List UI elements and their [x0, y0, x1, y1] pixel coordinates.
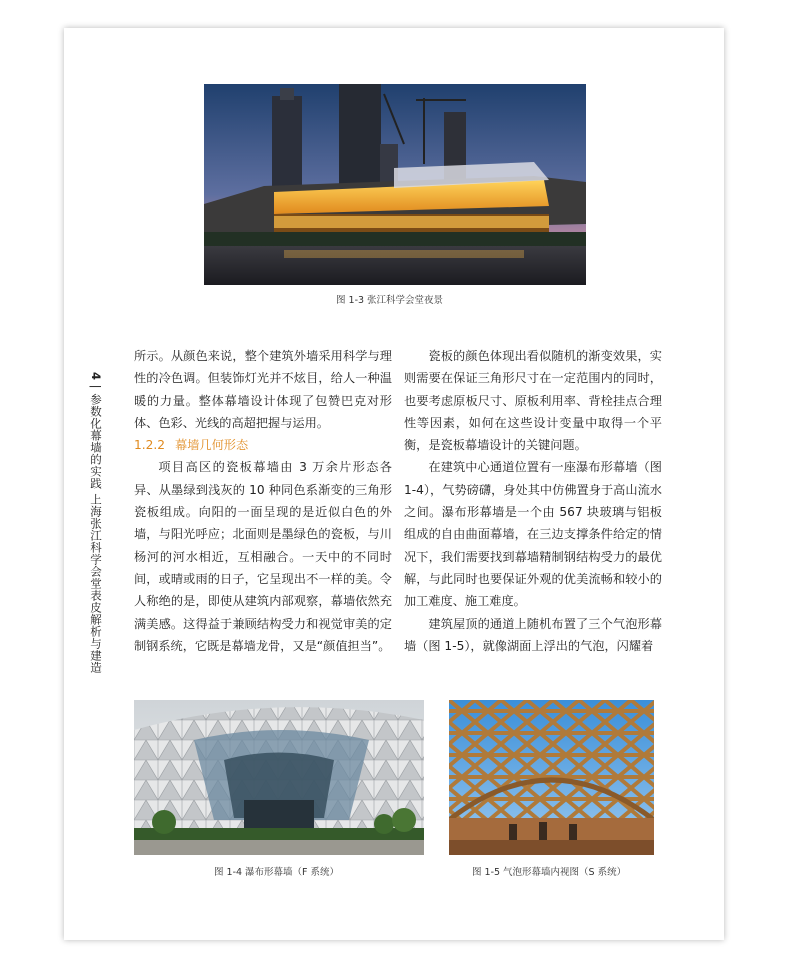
paragraph: 所示。从颜色来说，整个建筑外墙采用科学与理性的冷色调。但装饰灯光并不炫目，给人一种温暖的力量。整体幕墙设计体现了包赞巴克对形体、色彩、光线的高超把握与运用。: [134, 349, 392, 430]
book-page: [64, 28, 724, 940]
photo-bubble-facade: [449, 700, 654, 855]
bubble-facade-illustration: [449, 700, 654, 855]
night-view-illustration: [204, 84, 586, 285]
book-subtitle: 上海张江科学会堂表皮解析与建造: [89, 493, 103, 674]
right-text-column: [404, 345, 662, 657]
section-heading: [134, 434, 392, 456]
book-title: 参数化幕墙的实践: [89, 393, 103, 490]
paragraph: 在建筑中心通道位置有一座瀑布形幕墙（图 1-4），气势磅礴，身处其中仿佛置身于高山流水之间。瀑布形幕墙是一个由 567 块玻璃与铝板组成的自由曲面幕墙，在三边支撑条件给定的情况下，我们需要找到幕墙精制钢结构受力的最优解，与此同时也要保证外观的优美流畅和较小的加工难度、施工难度。: [404, 460, 662, 609]
paragraph: 项目高区的瓷板幕墙由 3 万余片形态各异、从墨绿到浅灰的 10 种同色系渐变的三角形瓷板组成。向阳的一面呈现的是近似白色的外墙，与阳光呼应；北面则是墨绿色的瓷板，与川杨河的河水相近，互相融合。一天中的不同时间，或晴或雨的日子，它呈现出不一样的美。令人称绝的是，即使从建筑内部观察，幕墙依然充满美感。这得益于兼顾结构受力和视觉审美的定制钢系统，它既是幕墙龙骨，又是“颜值担当”。: [134, 460, 392, 653]
caption-fig-1-5: 图 1-5 气泡形幕墙内视图（S 系统）: [472, 867, 627, 878]
section-title: 幕墙几何形态: [175, 438, 249, 453]
running-head-separator: |: [89, 384, 103, 394]
photo-night-view: [204, 84, 586, 285]
waterfall-facade-illustration: [134, 700, 424, 855]
caption-fig-1-4: 图 1-4 瀑布形幕墙（F 系统）: [214, 867, 340, 878]
page-number: 4: [89, 372, 103, 381]
running-head: [88, 372, 104, 673]
photo-waterfall-facade: [134, 700, 424, 855]
paragraph: 瓷板的颜色体现出看似随机的渐变效果，实则需要在保证三角形尺寸在一定范围内的同时，也要考虑原板尺寸、原板利用率、背栓挂点合理性等因素，如何在这些设计变量中取得一个平衡，是瓷板幕墙设计的关键问题。: [404, 349, 662, 453]
left-text-column: [134, 345, 392, 657]
caption-fig-1-3: 图 1-3 张江科学会堂夜景: [336, 295, 444, 306]
paragraph: 建筑屋顶的通道上随机布置了三个气泡形幕墙（图 1-5），就像湖面上浮出的气泡，闪耀着: [404, 616, 662, 653]
section-number: 1.2.2: [134, 438, 166, 453]
